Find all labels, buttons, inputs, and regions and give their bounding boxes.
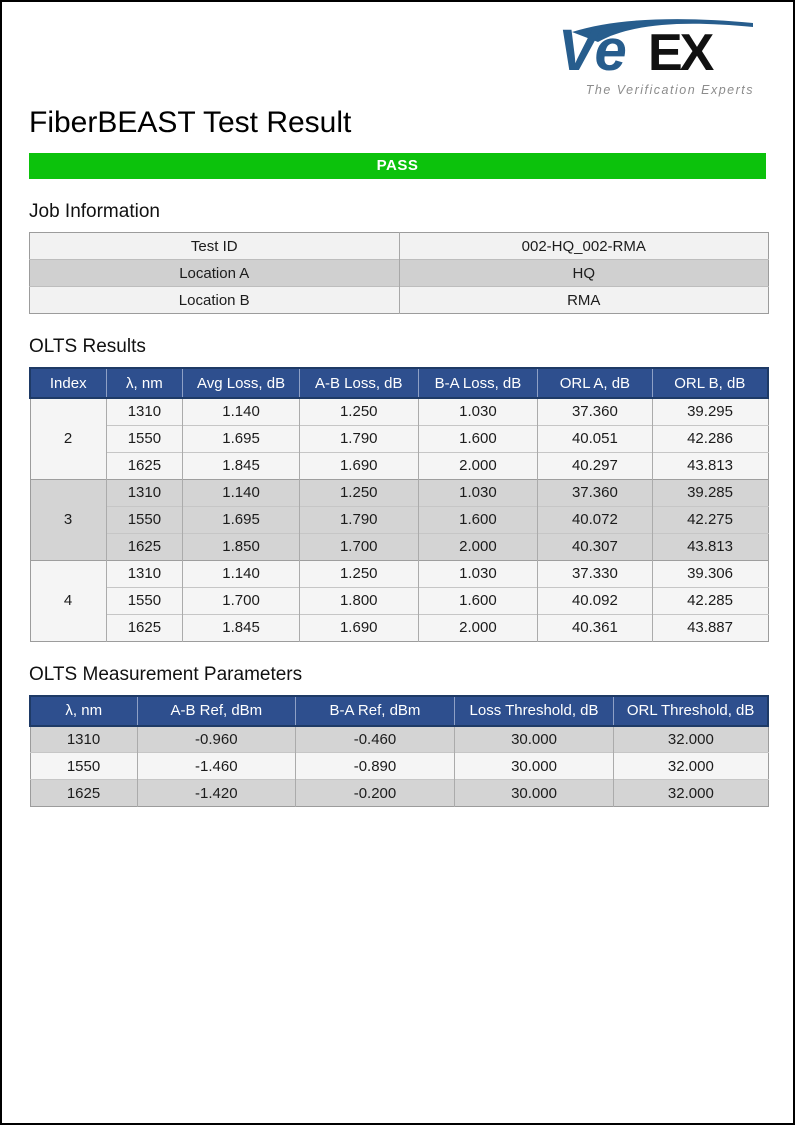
- orl-a-cell: 37.360: [538, 479, 652, 506]
- avg-loss-cell: 1.695: [183, 506, 300, 533]
- wavelength-cell: 1310: [106, 398, 183, 425]
- wavelength-cell: 1625: [106, 533, 183, 560]
- orl-a-cell: 40.051: [538, 425, 652, 452]
- col-header-orl-a: ORL A, dB: [538, 368, 652, 398]
- ba-ref-cell: -0.200: [296, 780, 455, 807]
- olts-parameters-heading: OLTS Measurement Parameters: [29, 663, 303, 685]
- orl-b-cell: 42.286: [652, 425, 768, 452]
- ab-loss-cell: 1.700: [299, 533, 418, 560]
- job-row-value: 002-HQ_002-RMA: [399, 233, 769, 260]
- ba-loss-cell: 1.600: [418, 425, 538, 452]
- col-header-orl-threshold: ORL Threshold, dB: [614, 696, 768, 726]
- ab-loss-cell: 1.790: [299, 506, 418, 533]
- orl-a-cell: 37.330: [538, 560, 652, 587]
- wavelength-cell: 1625: [30, 780, 137, 807]
- logo-ve-text: Ve: [558, 18, 627, 76]
- logo-tagline: The Verification Experts: [585, 83, 754, 97]
- avg-loss-cell: 1.140: [183, 479, 300, 506]
- wavelength-cell: 1625: [106, 452, 183, 479]
- veex-logo: [556, 14, 756, 98]
- ab-ref-cell: -1.460: [137, 753, 296, 780]
- index-cell: 3: [30, 479, 106, 560]
- olts-parameters-table: [29, 695, 769, 808]
- table-row: [30, 560, 768, 587]
- wavelength-cell: 1310: [106, 560, 183, 587]
- col-header-avg-loss: Avg Loss, dB: [183, 368, 300, 398]
- ab-ref-cell: -0.960: [137, 726, 296, 753]
- table-row: [30, 753, 768, 780]
- ba-ref-cell: -0.460: [296, 726, 455, 753]
- ab-ref-cell: -1.420: [137, 780, 296, 807]
- orl-threshold-cell: 32.000: [614, 780, 768, 807]
- table-row: [30, 425, 768, 452]
- table-row: [30, 479, 768, 506]
- orl-b-cell: 42.285: [652, 587, 768, 614]
- wavelength-cell: 1550: [106, 506, 183, 533]
- table-row: [30, 614, 768, 641]
- orl-threshold-cell: 32.000: [614, 753, 768, 780]
- job-row-label: Location B: [30, 287, 400, 314]
- ab-loss-cell: 1.790: [299, 425, 418, 452]
- orl-a-cell: 37.360: [538, 398, 652, 425]
- orl-b-cell: 43.813: [652, 533, 768, 560]
- ba-ref-cell: -0.890: [296, 753, 455, 780]
- orl-b-cell: 39.295: [652, 398, 768, 425]
- orl-b-cell: 39.285: [652, 479, 768, 506]
- col-header-wavelength: λ, nm: [30, 696, 137, 726]
- veex-logo-mark: [556, 14, 756, 76]
- table-header-row: [30, 368, 768, 398]
- wavelength-cell: 1625: [106, 614, 183, 641]
- table-row: [30, 533, 768, 560]
- orl-b-cell: 39.306: [652, 560, 768, 587]
- col-header-ba-loss: B-A Loss, dB: [418, 368, 538, 398]
- wavelength-cell: 1310: [30, 726, 137, 753]
- orl-b-cell: 43.813: [652, 452, 768, 479]
- index-cell: 2: [30, 398, 106, 479]
- orl-a-cell: 40.072: [538, 506, 652, 533]
- table-row: [30, 587, 768, 614]
- status-banner: PASS: [29, 153, 766, 179]
- ba-loss-cell: 1.600: [418, 587, 538, 614]
- table-row: [30, 506, 768, 533]
- job-information-table: [29, 232, 769, 314]
- col-header-loss-threshold: Loss Threshold, dB: [454, 696, 613, 726]
- avg-loss-cell: 1.140: [183, 560, 300, 587]
- ab-loss-cell: 1.250: [299, 479, 418, 506]
- ab-loss-cell: 1.690: [299, 614, 418, 641]
- table-row: [30, 233, 769, 260]
- avg-loss-cell: 1.700: [183, 587, 300, 614]
- job-row-label: Location A: [30, 260, 400, 287]
- loss-threshold-cell: 30.000: [454, 753, 613, 780]
- wavelength-cell: 1550: [30, 753, 137, 780]
- table-row: [30, 398, 768, 425]
- ba-loss-cell: 1.030: [418, 398, 538, 425]
- ba-loss-cell: 2.000: [418, 533, 538, 560]
- job-row-label: Test ID: [30, 233, 400, 260]
- logo-ex-text: EX: [648, 24, 712, 76]
- ba-loss-cell: 2.000: [418, 614, 538, 641]
- job-row-value: RMA: [399, 287, 769, 314]
- wavelength-cell: 1550: [106, 587, 183, 614]
- table-row: [30, 780, 768, 807]
- ab-loss-cell: 1.250: [299, 560, 418, 587]
- avg-loss-cell: 1.695: [183, 425, 300, 452]
- col-header-ab-loss: A-B Loss, dB: [299, 368, 418, 398]
- olts-results-heading: OLTS Results: [29, 336, 146, 357]
- wavelength-cell: 1310: [106, 479, 183, 506]
- table-row: [30, 726, 768, 753]
- orl-a-cell: 40.361: [538, 614, 652, 641]
- ba-loss-cell: 2.000: [418, 452, 538, 479]
- job-information-heading: Job Information: [29, 201, 160, 222]
- orl-threshold-cell: 32.000: [614, 726, 768, 753]
- orl-b-cell: 42.275: [652, 506, 768, 533]
- ba-loss-cell: 1.030: [418, 479, 538, 506]
- col-header-orl-b: ORL B, dB: [652, 368, 768, 398]
- olts-results-table: [29, 367, 769, 642]
- table-row: [30, 260, 769, 287]
- orl-a-cell: 40.092: [538, 587, 652, 614]
- ba-loss-cell: 1.030: [418, 560, 538, 587]
- avg-loss-cell: 1.845: [183, 614, 300, 641]
- orl-a-cell: 40.297: [538, 452, 652, 479]
- ab-loss-cell: 1.250: [299, 398, 418, 425]
- job-row-value: HQ: [399, 260, 769, 287]
- col-header-ba-ref: B-A Ref, dBm: [296, 696, 455, 726]
- orl-b-cell: 43.887: [652, 614, 768, 641]
- header-logo-row: [29, 2, 766, 98]
- loss-threshold-cell: 30.000: [454, 780, 613, 807]
- orl-a-cell: 40.307: [538, 533, 652, 560]
- avg-loss-cell: 1.845: [183, 452, 300, 479]
- wavelength-cell: 1550: [106, 425, 183, 452]
- table-header-row: [30, 696, 768, 726]
- loss-threshold-cell: 30.000: [454, 726, 613, 753]
- avg-loss-cell: 1.140: [183, 398, 300, 425]
- ba-loss-cell: 1.600: [418, 506, 538, 533]
- ab-loss-cell: 1.690: [299, 452, 418, 479]
- page-title: FiberBEAST Test Result: [29, 106, 352, 139]
- col-header-index: Index: [30, 368, 106, 398]
- table-row: [30, 452, 768, 479]
- avg-loss-cell: 1.850: [183, 533, 300, 560]
- col-header-wavelength: λ, nm: [106, 368, 183, 398]
- col-header-ab-ref: A-B Ref, dBm: [137, 696, 296, 726]
- index-cell: 4: [30, 560, 106, 641]
- ab-loss-cell: 1.800: [299, 587, 418, 614]
- table-row: [30, 287, 769, 314]
